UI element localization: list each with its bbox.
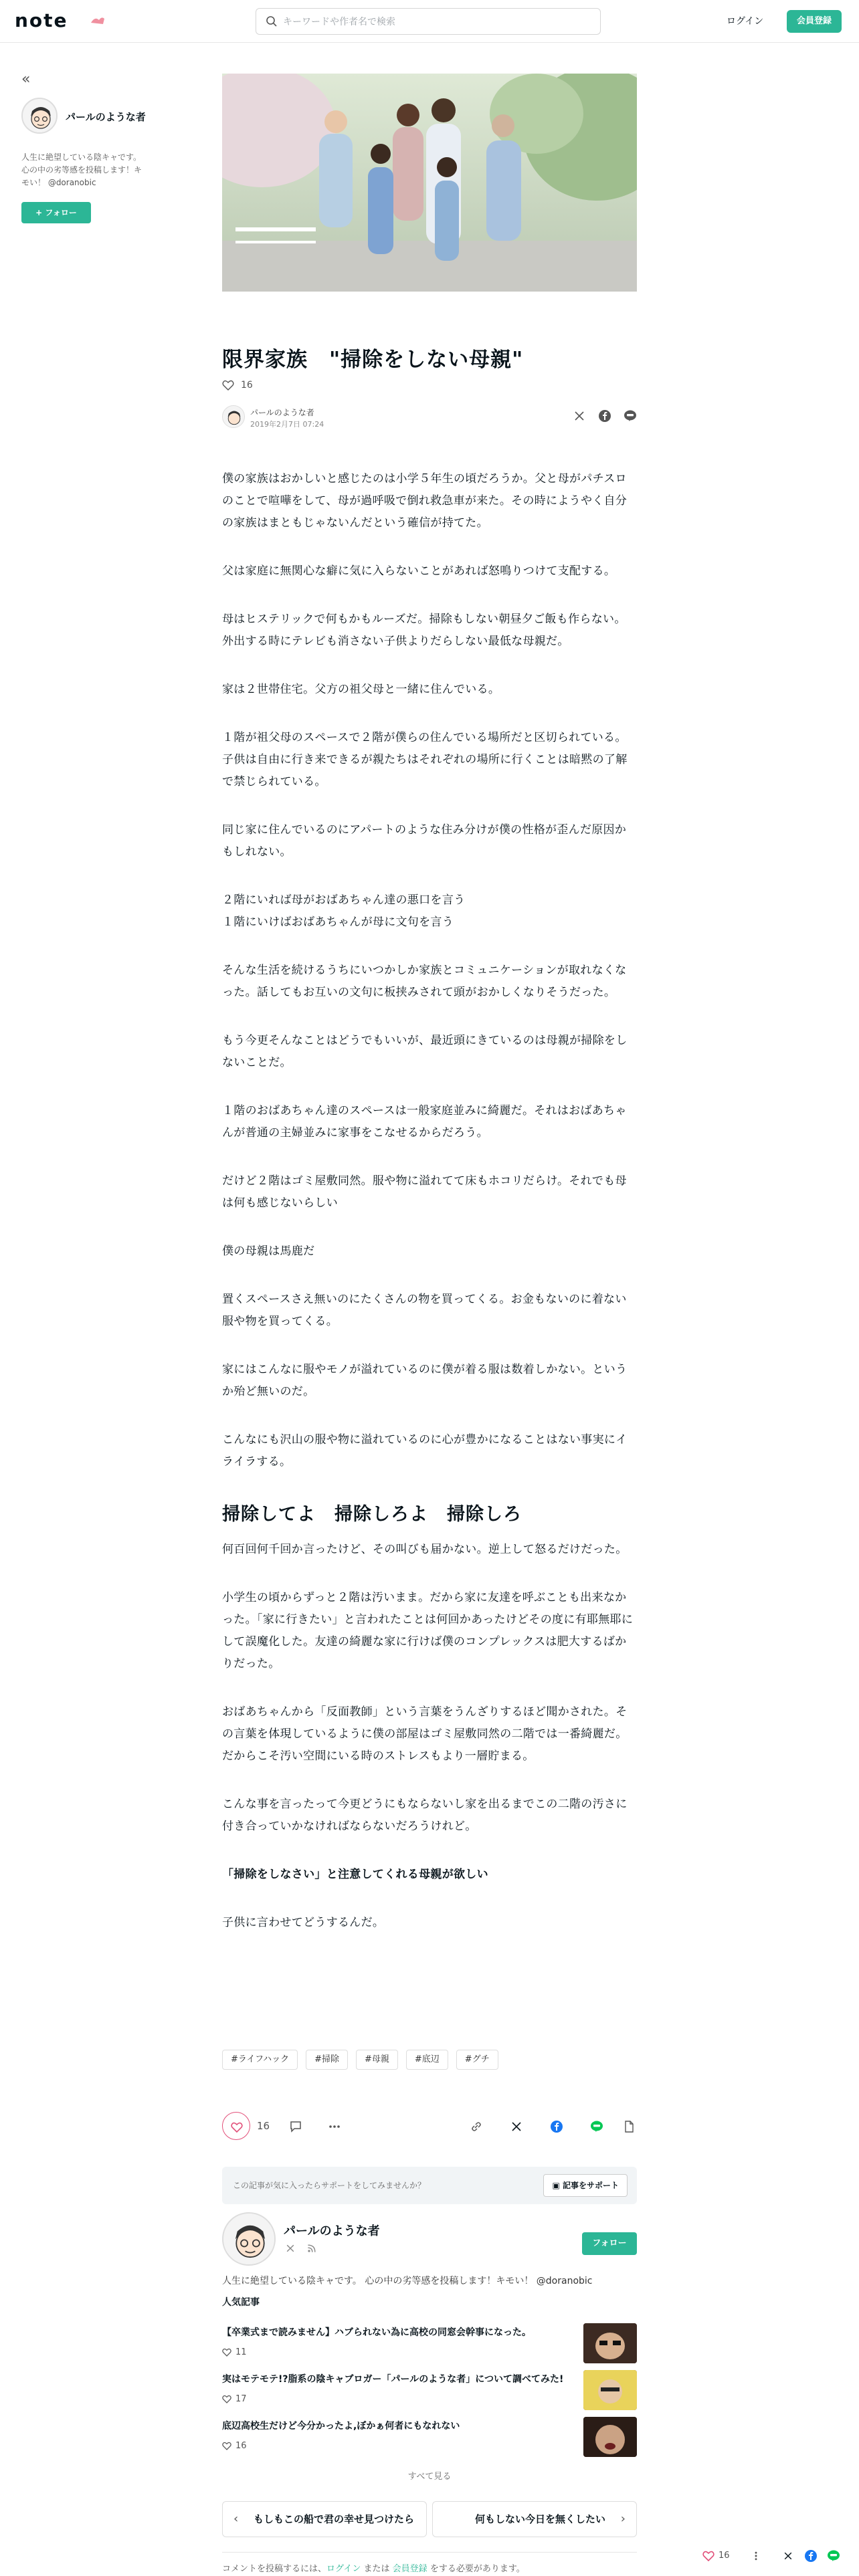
popular-like-count: 16 (235, 2441, 247, 2451)
sidebar-follow-button[interactable] (21, 202, 91, 223)
popular-thumbnail (583, 2417, 637, 2457)
paragraph: ２階にいれば母がおばあちゃん達の悪口を言う (222, 893, 466, 907)
comment-note-post: をする必要があります。 (430, 2564, 525, 2574)
bold-paragraph: 「掃除をしなさい」と注意してくれる母親が欲しい (222, 1868, 488, 1881)
thumbnail-image (583, 2370, 637, 2410)
article-like-count: 16 (241, 380, 253, 391)
more-icon[interactable] (751, 2551, 761, 2561)
paragraph: 母はヒステリックで何もかもルーズだ。掃除もしない朝昼夕ご飯も作らない。外出する時にテレビも消さない子供よりだらしない最低な母親だ。 (222, 613, 626, 648)
sidebar-follow-label: フォロー (45, 208, 77, 217)
x-share-icon[interactable] (510, 2120, 523, 2133)
popular-item[interactable] (222, 2373, 637, 2413)
paragraph: 子供に言わせてどうするんだ。 (222, 1916, 385, 1929)
paragraph: こんな事を言ったって今更どうにもならないし家を出るまでこの二階の汚さに付き合っていかなければならないだろうけれど。 (222, 1798, 628, 1833)
paragraph: 僕の母親は馬鹿だ (222, 1245, 315, 1258)
action-bar (222, 2111, 637, 2143)
add-user-icon: + (35, 208, 43, 217)
paragraph: もう今更そんなことはどうでもいいが、最近頭にきているのは母親が掃除をしないことだ。 (222, 1034, 628, 1069)
paragraph: １階が祖父母のスペースで２階が僕らの住んでいる場所だと区切られている。子供は自由に行き来できるが親たちはそれぞれの場所に行くことは暗黙の了解で禁じられている。 (222, 731, 628, 788)
paragraph: だけど２階はゴミ屋敷同然。服や物に溢れてて床もホコリだらけ。それでも母は何も感じないらしい (222, 1174, 627, 1210)
floating-like-count: 16 (719, 2551, 730, 2561)
next-article-title: 何もしない今日を無くしたい (474, 2513, 605, 2525)
floating-action-bar (702, 2545, 856, 2565)
search-icon (266, 15, 278, 27)
chevron-right-icon: › (620, 2512, 626, 2526)
popular-likes (222, 2441, 247, 2451)
sidebar-author-name[interactable]: パールのような者 (66, 111, 146, 123)
popular-item[interactable] (222, 2326, 637, 2366)
prev-article-title: もしもこの船で君の幸せ見つけたら (254, 2513, 415, 2525)
support-text: この記事が気に入ったらサポートをしてみませんか？ (233, 2181, 426, 2190)
tag-list (222, 2050, 498, 2070)
popular-thumbnail (583, 2323, 637, 2363)
popular-item[interactable] (222, 2420, 637, 2460)
x-share-icon[interactable] (783, 2551, 793, 2561)
next-article-link[interactable] (432, 2501, 637, 2537)
publish-date: 2019年2月7日 07:24 (250, 420, 324, 429)
heart-icon (223, 2113, 251, 2141)
gift-icon: ▣ (552, 2181, 560, 2190)
author-row (222, 405, 637, 429)
thumbnail-image (583, 2417, 637, 2457)
like-button[interactable] (222, 2112, 250, 2140)
facebook-share-icon[interactable] (550, 2120, 563, 2133)
heart-icon[interactable] (702, 2551, 714, 2561)
paragraph: １階にいけばおばあちゃんが母に文句を言う (222, 916, 454, 929)
popular-like-count: 11 (235, 2347, 247, 2357)
search-box[interactable] (256, 8, 601, 35)
profile-follow-button[interactable]: フォロー (582, 2232, 637, 2255)
paragraph: 父は家庭に無関心な癖に気に入らないことがあれば怒鳴りつけて支配する。 (222, 564, 616, 578)
note-logo[interactable]: note (15, 9, 68, 31)
popular-title: 底辺高校生だけど今分かったよ,ぼかぁ何者にもなれない (222, 2421, 460, 2432)
popular-thumbnail (583, 2370, 637, 2410)
popular-likes (222, 2394, 247, 2404)
support-button-label: 記事をサポート (562, 2181, 619, 2190)
share-top (573, 409, 637, 423)
heart-icon (222, 2395, 231, 2403)
line-share-icon[interactable] (624, 409, 637, 423)
paragraph: こんなにも沢山の服や物に溢れているのに心が豊かになることはない事実にイライラする。 (222, 1433, 628, 1469)
paragraph: 置くスペースさえ無いのにたくさんの物を買ってくる。お金もないのに着ない服や物を買ってくる。 (222, 1293, 627, 1328)
popular-likes (222, 2347, 247, 2357)
family-photo-illustration (222, 74, 637, 292)
site-header (0, 0, 859, 43)
prev-article-link[interactable] (222, 2501, 427, 2537)
signup-button[interactable]: 会員登録 (787, 10, 842, 33)
chevron-left-icon: ‹ (233, 2512, 239, 2526)
paragraph: 家にはこんなに服やモノが溢れているのに僕が着る服は数着しかない。というか殆ど無いのだ。 (222, 1363, 628, 1398)
profile-avatar-icon (223, 2214, 276, 2266)
popular-heading: 人気記事 (222, 2297, 260, 2308)
comment-login-link[interactable]: ログイン (326, 2564, 361, 2574)
popular-title: 実はモテモテ!?脂系の陰キャブロガー「パールのような者」について調べてみた! (222, 2374, 564, 2385)
paragraph: 僕の家族はおかしいと感じたのは小学５年生の頃だろうか。父と母がパチスロのことで喧嘩をして、母が過呼吸で倒れ救急車が来た。その時にようやく自分の家族はまともじゃないんだという確信が持てた。 (222, 472, 628, 530)
tag[interactable]: #ライフハック (222, 2050, 298, 2070)
line-share-icon[interactable] (590, 2120, 603, 2133)
tag[interactable]: #母親 (356, 2050, 398, 2070)
paragraph: おばあちゃんから「反面教師」という言葉をうんざりするほど聞かされた。その言葉を体現しているように僕の部屋はゴミ屋敷同然の二階では一番綺麗だ。だからこそ汚い空間にいる時のストレスもより一層貯まる。 (222, 1705, 628, 1763)
author-avatar[interactable] (222, 405, 245, 428)
search-input[interactable] (283, 13, 591, 31)
support-box (222, 2167, 637, 2204)
profile-bio: 人生に絶望している陰キャです。 心の中の劣等感を投稿します！キモい！ @doranobic (222, 2276, 593, 2286)
profile-social-links (285, 2243, 317, 2254)
popular-like-count: 17 (235, 2394, 247, 2404)
comment-icon[interactable] (289, 2120, 302, 2133)
heart-icon (222, 2442, 231, 2450)
article-body (222, 468, 637, 1960)
link-icon[interactable] (470, 2120, 483, 2133)
author-name[interactable]: パールのような者 (250, 408, 314, 417)
article-likes[interactable] (222, 380, 253, 391)
tag[interactable]: #底辺 (406, 2050, 448, 2070)
facebook-share-icon[interactable] (598, 409, 611, 423)
comment-signup-link[interactable]: 会員登録 (392, 2564, 427, 2574)
heart-icon (222, 380, 234, 391)
paragraph: 小学生の頃からずっと２階は汚いまま。だから家に友達を呼ぶことも出来なかった。「家に行きたい」と言われたことは何回かあったけどその度に有耶無耶にして誤魔化した。友達の綺麗な家に行けば僕のコンプレックスは肥大するばかりだった。 (222, 1591, 634, 1671)
collapse-sidebar-icon[interactable]: « (21, 71, 31, 88)
comment-login-note (222, 2561, 525, 2574)
comment-note-pre: コメントを投稿するには、 (222, 2564, 327, 2574)
login-link[interactable]: ログイン (727, 16, 764, 27)
paragraph: 同じ家に住んでいるのにアパートのような住み分けが僕の性格が歪んだ原因かもしれない。 (222, 823, 627, 859)
heart-icon (222, 2348, 231, 2357)
profile-avatar[interactable] (222, 2212, 276, 2266)
paragraph: 家は２世帯住宅。父方の祖父母と一緒に住んでいる。 (222, 683, 500, 696)
embed-icon[interactable] (622, 2120, 636, 2133)
sidebar-bio: 人生に絶望している陰キャです。 心の中の劣等感を投稿します！キモい！ @doranobic (21, 152, 142, 187)
support-button[interactable] (543, 2174, 628, 2197)
facebook-share-icon[interactable] (804, 2549, 818, 2563)
x-share-icon[interactable] (573, 409, 586, 423)
paragraph: そんな生活を続けるうちにいつかしか家族とコミュニケーションが取れなくなった。話してもお互いの文句に板挟みされて頭がおかしくなりそうだった。 (222, 964, 627, 999)
avatar-illustration-icon (23, 99, 58, 134)
see-all-link[interactable]: すべて見る (407, 2472, 452, 2482)
divider (222, 2552, 637, 2553)
popular-title: 【卒業式まで読みません】ハブられない為に高校の同窓会幹事になった。 (222, 2327, 531, 2338)
thumbnail-image (583, 2323, 637, 2363)
tag[interactable]: #掃除 (306, 2050, 348, 2070)
author-avatar-icon (223, 406, 245, 428)
like-count: 16 (257, 2120, 270, 2132)
avatar[interactable] (21, 98, 58, 134)
rss-icon[interactable] (306, 2243, 317, 2254)
section-heading: 掃除してよ 掃除しろよ 掃除しろ (222, 1504, 522, 1525)
comment-note-or: または (363, 2564, 390, 2574)
more-icon[interactable] (328, 2120, 341, 2133)
paragraph: １階のおばあちゃん達のスペースは一般家庭並みに綺麗だ。それはおばあちゃんが普通の主婦並みに家事をこなせるからだろう。 (222, 1104, 627, 1140)
paragraph: 何百回何千回か言ったけど、その叫びも届かない。逆上して怒るだけだった。 (222, 1543, 628, 1556)
line-share-icon[interactable] (827, 2549, 840, 2563)
tag[interactable]: #グチ (456, 2050, 498, 2070)
x-profile-icon[interactable] (285, 2243, 296, 2254)
profile-name[interactable]: パールのような者 (284, 2224, 380, 2238)
hero-image (222, 74, 637, 292)
logo-mark-icon (90, 15, 106, 25)
page-title: 限界家族 "掃除をしない母親" (222, 348, 524, 372)
